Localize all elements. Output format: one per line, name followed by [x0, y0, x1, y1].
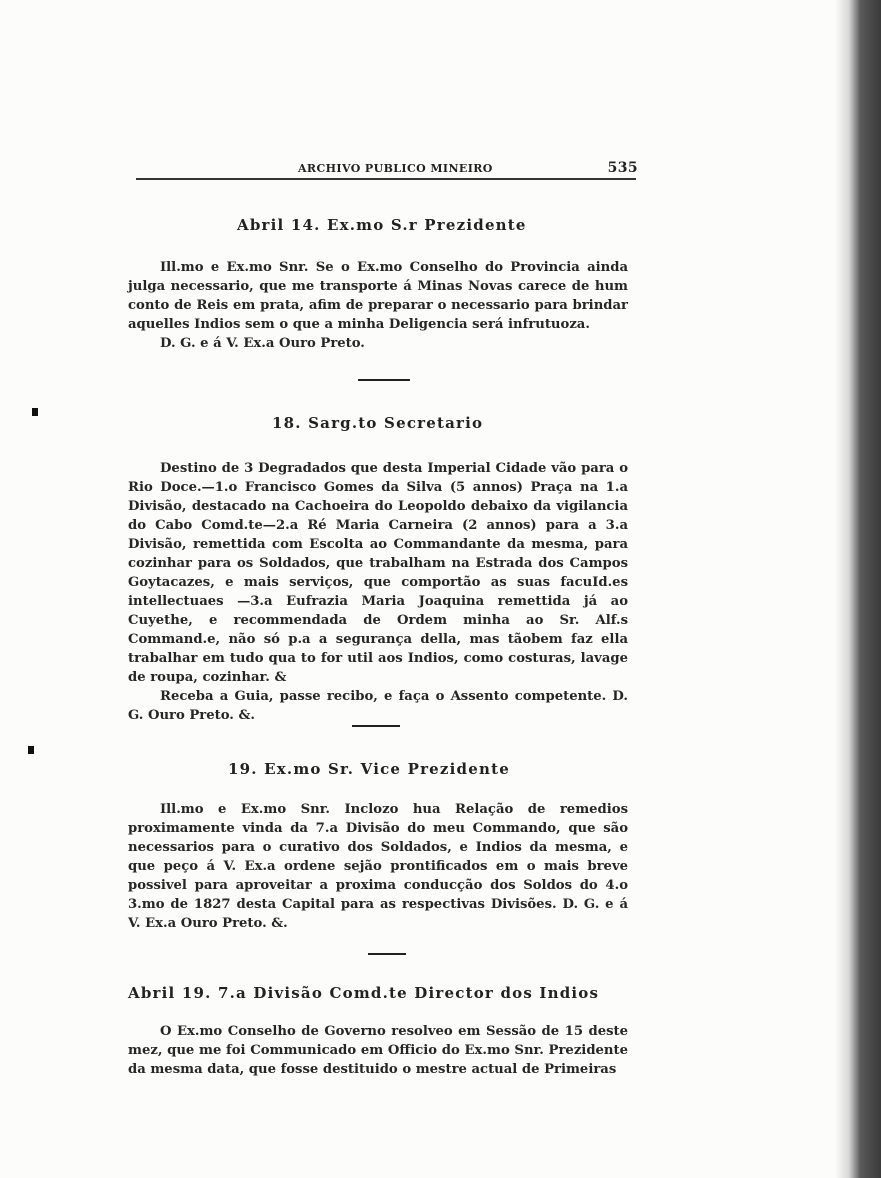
section-body-2	[128, 459, 628, 725]
margin-mark	[32, 408, 38, 416]
section-body-3	[128, 800, 628, 933]
section-separator	[358, 379, 410, 381]
paragraph: Ill.mo e Ex.mo Snr. Inclozo hua Relação de remedios proximamente vinda da 7.a Divisão do meu Commando, que são necessarios para o curativo dos Soldados, e Indios da mesma, e que peço á V. Ex.a ordene sejão prontificados em o mais breve possivel para aproveitar a proxima conducção dos Soldos do 4.o 3.mo de 1827 desta Capital para as respectivas Divisões. D. G. e á V. Ex.a Ouro Preto. &.	[128, 802, 628, 931]
section-separator	[368, 953, 406, 955]
paragraph: D. G. e á V. Ex.a Ouro Preto.	[160, 336, 365, 351]
paragraph: Receba a Guia, passe recibo, e faça o Assento competente. D. G. Ouro Preto. &.	[128, 689, 628, 723]
section-body-1	[128, 258, 628, 353]
section-heading-3: 19. Ex.mo Sr. Vice Prezidente	[228, 760, 510, 778]
page-number: 535	[607, 160, 638, 176]
paragraph: O Ex.mo Conselho de Governo resolveo em Sessão de 15 deste mez, que me foi Communicado em Officio do Ex.mo Snr. Prezidente da mesma data, que fosse destituido o mestre actual de Primeiras	[128, 1024, 628, 1077]
section-separator	[352, 725, 400, 727]
paragraph: Destino de 3 Degradados que desta Imperial Cidade vão para o Rio Doce.—1.o Francisco Gomes da Silva (5 annos) Praça na 1.a Divisão, destacado na Cachoeira do Leopoldo debaixo da vigilancia do Cabo Comd.te—2.a Ré Maria Carneira (2 annos) para a 3.a Divisão, remettida com Escolta ao Commandante da mesma, para cozinhar para os Soldados, que trabalham na Estrada dos Campos Goytacazes, e mais serviços, que comportão as suas facuId.es intellectuaes —3.a Eufrazia Maria Joaquina remettida já ao Cuyethe, e recommendada de Ordem minha ao Sr. Alf.s Command.e, não só p.a a segurança della, mas tãobem faz ella trabalhar em tudo qua to for util aos Indios, como costuras, lavage de roupa, cozinhar. &	[128, 461, 628, 685]
margin-mark	[28, 746, 34, 754]
running-header	[298, 160, 638, 180]
running-header-title: ARCHIVO PUBLICO MINEIRO	[298, 162, 493, 175]
section-heading-4: Abril 19. 7.a Divisão Comd.te Director dos Indios	[128, 984, 600, 1002]
section-heading-1: Abril 14. Ex.mo S.r Prezidente	[237, 216, 527, 234]
section-body-4	[128, 1022, 628, 1079]
paragraph: Ill.mo e Ex.mo Snr. Se o Ex.mo Conselho do Provincia ainda julga necessario, que me transporte á Minas Novas carece de hum conto de Reis em prata, afim de preparar o necessario para brindar aquelles Indios sem o que a minha Deligencia será infrutuoza.	[128, 260, 628, 332]
section-heading-2: 18. Sarg.to Secretario	[272, 414, 484, 432]
header-rule	[136, 178, 636, 180]
book-spine-shadow	[835, 0, 881, 1178]
